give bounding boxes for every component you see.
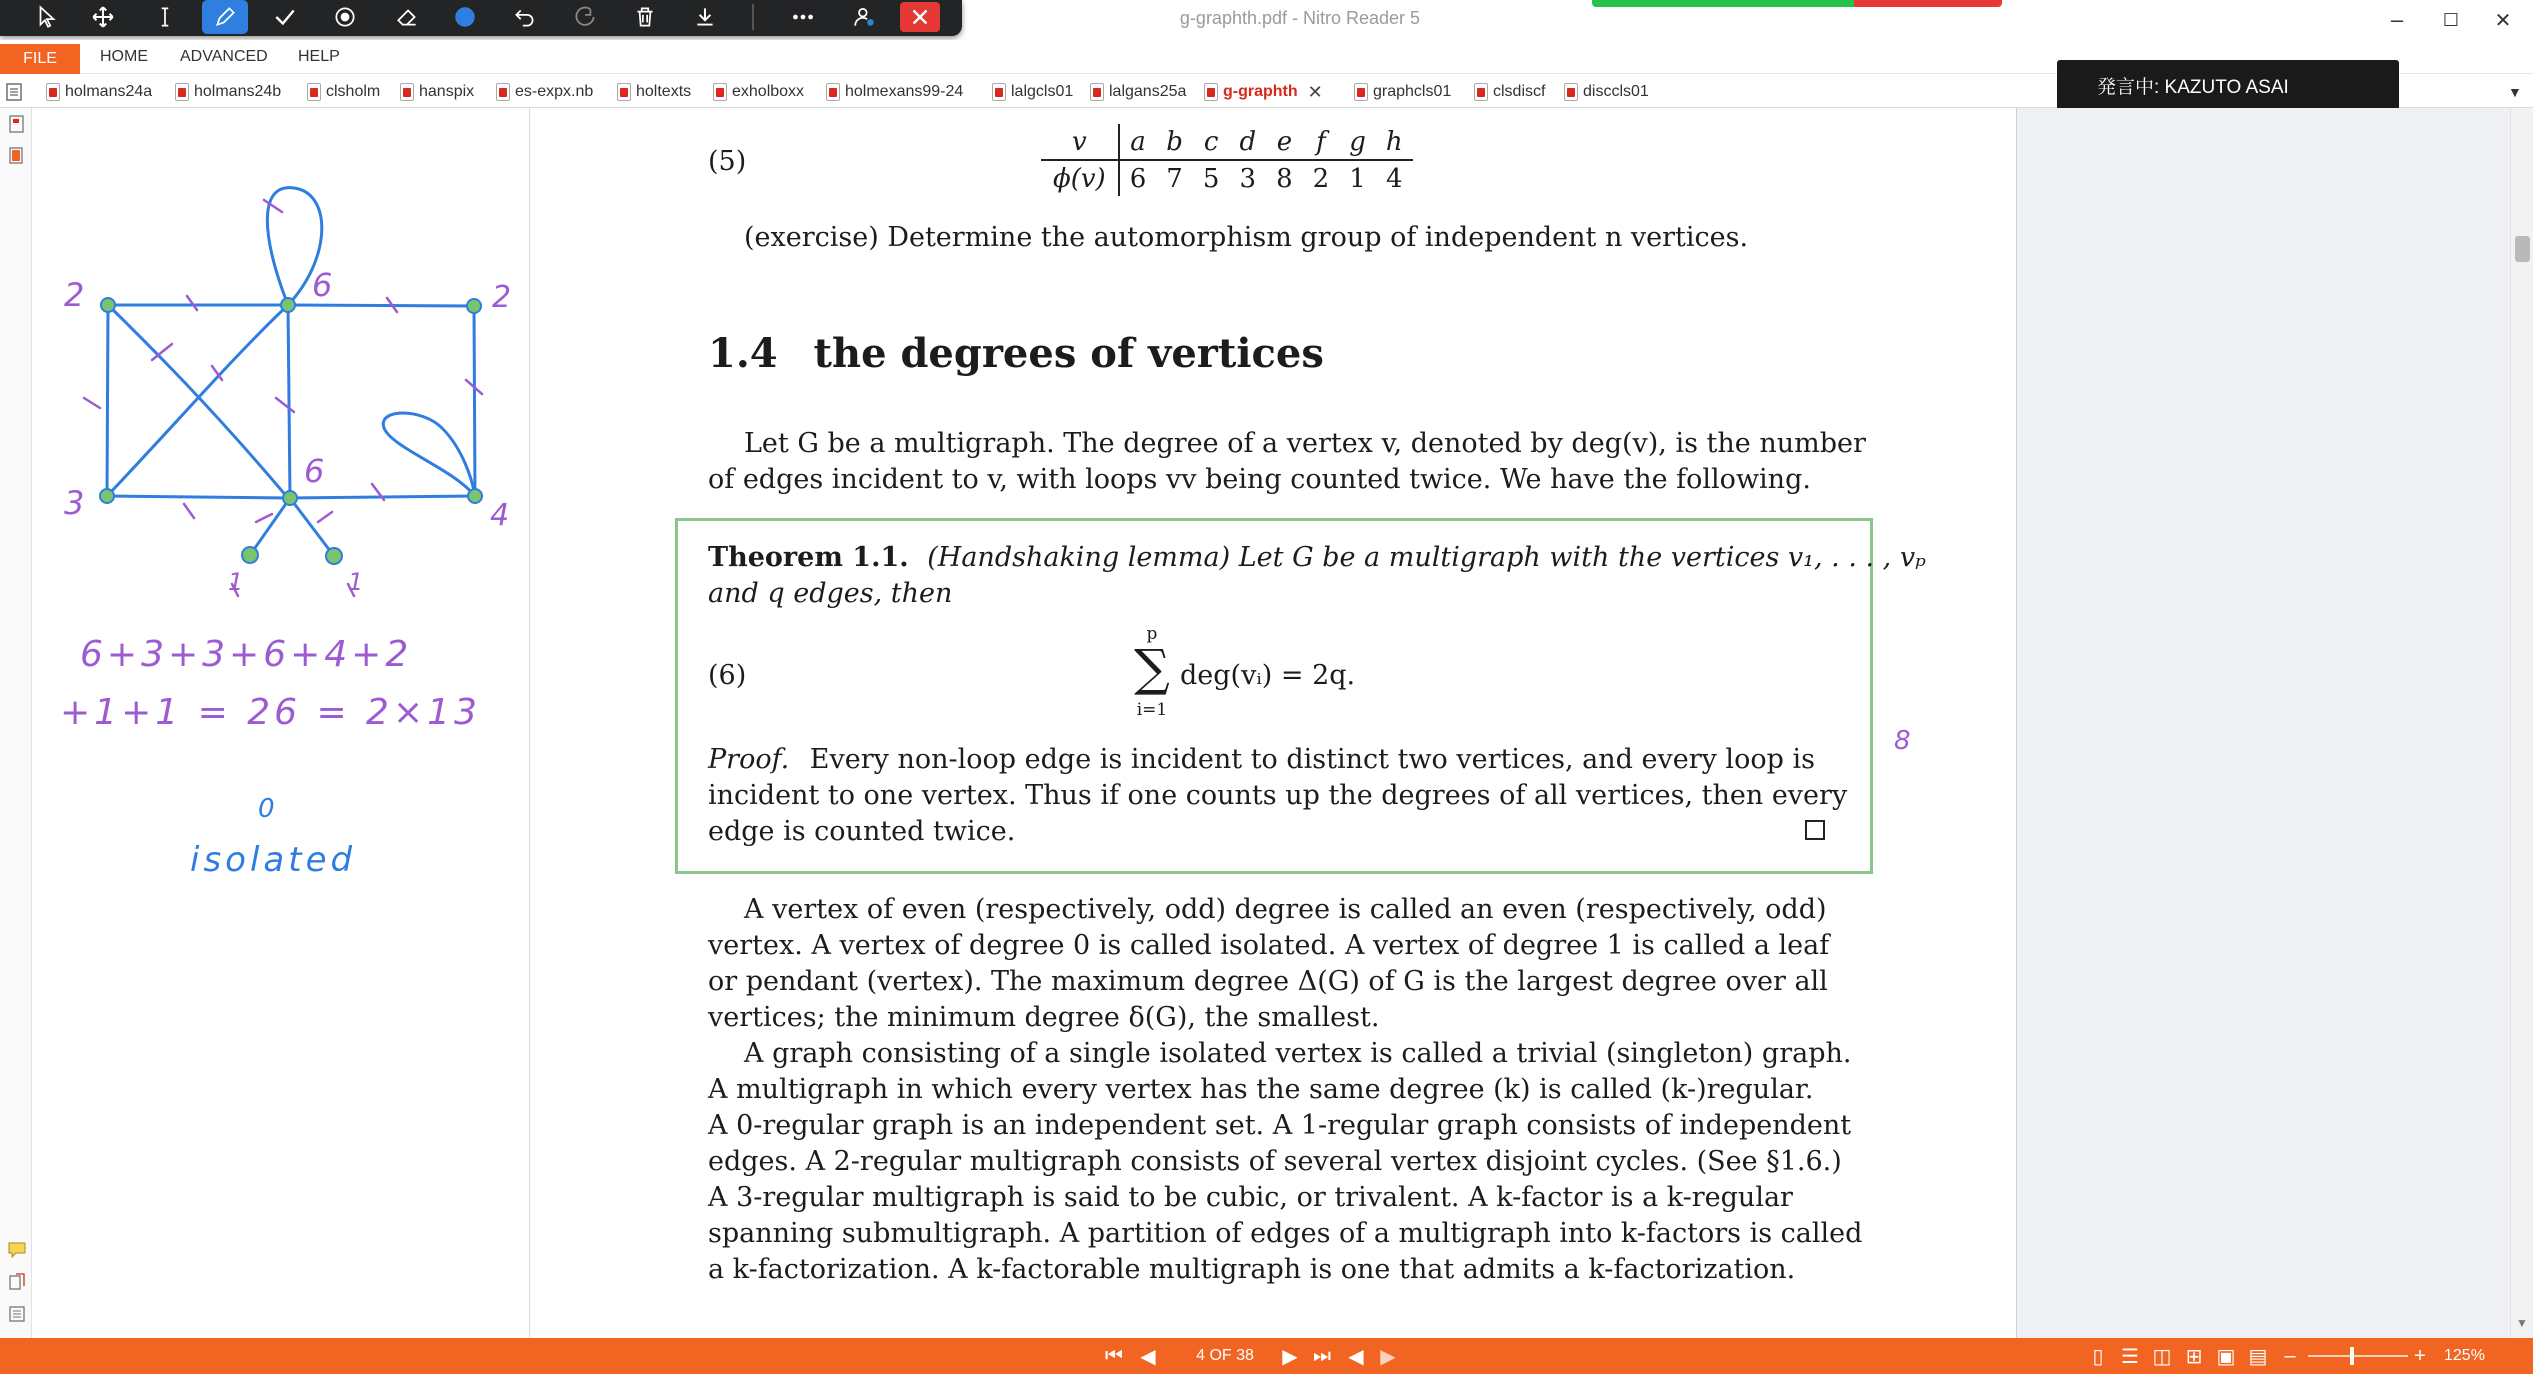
single-page-view-icon[interactable]: ▯ — [2092, 1345, 2104, 1368]
recording-indicator-green — [1592, 0, 1854, 7]
scrollbar-thumb[interactable] — [2515, 236, 2530, 262]
theorem-line — [708, 540, 1926, 576]
back-view-icon[interactable]: ◀ — [1348, 1345, 1364, 1368]
sum-sigma: ∑ — [1134, 639, 1170, 697]
handshaking-equation: deg(vᵢ) = 2q. — [1180, 660, 1356, 691]
tab-close-icon[interactable]: ✕ — [1307, 81, 1323, 102]
doc-tab[interactable] — [307, 79, 380, 105]
doc-tab[interactable] — [617, 79, 691, 105]
zoom-slider-thumb[interactable] — [2350, 1347, 2354, 1365]
doc-tab[interactable] — [1564, 79, 1649, 105]
tab-list-icon[interactable] — [4, 79, 24, 105]
doc-tab[interactable] — [826, 79, 963, 105]
vertex-degree-label: 4 — [490, 498, 514, 533]
recording-indicator-red — [1854, 0, 2002, 7]
table-cell: h — [1376, 124, 1413, 160]
table-cell: 6 — [1129, 163, 1147, 194]
ribbon-tab-advanced[interactable]: ADVANCED — [180, 48, 268, 65]
doc-tab-label: hanspix — [419, 83, 475, 100]
doc-tab-label: disccls01 — [1583, 83, 1649, 100]
margin-ink-mark: 8 — [1894, 726, 1911, 756]
page-indicator[interactable]: 4 OF 38 — [1196, 1347, 1254, 1364]
more-options-button[interactable] — [780, 0, 826, 34]
minimize-button[interactable]: – — [2390, 7, 2404, 32]
forward-view-icon[interactable]: ▶ — [1380, 1345, 1396, 1368]
left-tool-rail — [0, 108, 32, 1338]
pdf-file-icon — [1354, 83, 1368, 101]
pdf-file-icon — [826, 83, 840, 101]
comments-icon[interactable] — [7, 1240, 27, 1260]
bookmarks-icon[interactable] — [7, 114, 27, 134]
undo-button[interactable] — [502, 0, 548, 34]
proof-text: Every non-loop edge is incident to distinct two vertices, and every loop is — [809, 744, 1815, 775]
table-cell: 5 — [1202, 163, 1220, 194]
save-ink-button[interactable] — [682, 0, 728, 34]
status-bar — [0, 1338, 2533, 1374]
pointer-tool[interactable] — [24, 0, 70, 34]
exercise-text: (exercise) Determine the automorphism group of independent n vertices. — [744, 222, 1749, 253]
target-circle-icon — [332, 4, 358, 30]
next-page-icon[interactable]: ▶ — [1282, 1345, 1298, 1368]
table-cell: 7 — [1166, 163, 1183, 194]
doc-tab-label: g-graphth — [1223, 83, 1298, 100]
doc-tab-label: graphcls01 — [1373, 83, 1452, 100]
paragraph-line: edges. A 2-regular multigraph consists of several vertex disjoint cycles. (See §1.6.) — [708, 1146, 1842, 1177]
window-title: g-graphth.pdf - Nitro Reader 5 — [1179, 8, 1421, 28]
qed-square — [1805, 820, 1825, 840]
zoom-in-icon[interactable]: + — [2414, 1344, 2426, 1367]
check-tool[interactable] — [262, 0, 308, 34]
table-cell: g — [1339, 124, 1376, 160]
doc-tab-label: holmexans99-24 — [845, 83, 964, 100]
attachments-icon[interactable] — [7, 1272, 27, 1292]
table-cell: 2 — [1312, 163, 1330, 194]
text-tool[interactable] — [142, 0, 188, 34]
equation-label: (6) — [708, 660, 747, 691]
pdf-file-icon — [1564, 83, 1578, 101]
table-header-cell: ϕ(v) — [1041, 160, 1119, 196]
vertex-degree-label: 3 — [64, 484, 89, 522]
close-window-button[interactable]: ✕ — [2494, 9, 2512, 32]
move-cross-icon — [90, 4, 116, 30]
table-row — [1041, 124, 1413, 160]
paragraph-line: A 0-regular graph is an independent set. A 1-regular graph consists of independent — [708, 1110, 1852, 1141]
pdf-file-icon — [617, 83, 631, 101]
section-title: the degrees of vertices — [813, 330, 1324, 377]
doc-tab-label: holmans24b — [194, 83, 282, 100]
equation-label: (5) — [708, 146, 747, 177]
section-heading — [708, 330, 1324, 377]
table-cell: 1 — [1349, 163, 1366, 194]
vertex-degree-label: 2 — [64, 276, 89, 314]
fullscreen-view-icon[interactable]: ▣ — [2216, 1345, 2236, 1368]
sum-upper-limit: p — [1146, 624, 1158, 644]
user-settings-icon — [852, 4, 878, 30]
proof-line: incident to one vertex. Thus if one counts up the degrees of all vertices, then every — [708, 780, 1848, 811]
doc-tab[interactable] — [713, 79, 804, 105]
pdf-file-icon — [175, 83, 189, 101]
graph-sketch — [32, 108, 530, 868]
proof-label: Proof. — [708, 744, 790, 775]
vertical-scrollbar[interactable] — [2510, 108, 2533, 1338]
table-cell: f — [1303, 124, 1340, 160]
doc-tab-active[interactable] — [1204, 79, 1323, 105]
undo-icon — [512, 4, 538, 30]
doc-tab-label: clsdiscf — [1493, 83, 1546, 100]
doc-tab[interactable] — [1474, 79, 1545, 105]
doc-tab-label: exholboxx — [732, 83, 805, 100]
paragraph-line: of edges incident to v, with loops vv being counted twice. We have the following. — [708, 464, 1811, 495]
vertex-degree-label: 6 — [304, 452, 329, 490]
last-page-icon[interactable]: ⏭ — [1313, 1344, 1331, 1367]
handwritten-notes-panel — [32, 108, 530, 1338]
more-dots-icon — [790, 4, 816, 30]
sum-lower-limit: i=1 — [1136, 700, 1168, 720]
table-cell: d — [1229, 124, 1266, 160]
zoom-level[interactable]: 125% — [2444, 1347, 2485, 1364]
vertex-degree-label: 6 — [312, 266, 337, 304]
redo-icon — [572, 4, 598, 30]
paragraph-line: A 3-regular multigraph is said to be cubic, or trivalent. A k-factor is a k-regular — [708, 1182, 1793, 1213]
continuous-view-icon[interactable]: ☰ — [2121, 1345, 2139, 1368]
layers-icon[interactable] — [7, 1304, 27, 1324]
pen-tool[interactable] — [202, 0, 248, 34]
isolated-note: isolated — [190, 840, 357, 880]
first-page-icon[interactable]: ⏮ — [1105, 1344, 1123, 1367]
table-row — [1041, 160, 1413, 196]
degree-sum-line-1: 6+3+3+6+4+2 — [80, 634, 413, 675]
close-icon — [907, 4, 933, 30]
redo-button[interactable] — [562, 0, 608, 34]
delete-button[interactable] — [622, 0, 668, 34]
trash-icon — [632, 4, 658, 30]
pdf-file-icon — [713, 83, 727, 101]
doc-tab-label: es-expx.nb — [515, 83, 594, 100]
paragraph-line: Let G be a multigraph. The degree of a vertex v, denoted by deg(v), is the number — [744, 428, 1866, 459]
pdf-page — [530, 108, 2017, 1338]
pdf-file-icon — [1474, 83, 1488, 101]
doc-tab-label: holmans24a — [65, 83, 153, 100]
doc-tab[interactable] — [992, 79, 1073, 105]
leaf-degree-label: 1 — [348, 568, 368, 596]
leaf-degree-label: 1 — [228, 568, 248, 596]
doc-tab[interactable] — [175, 79, 281, 105]
ribbon-tab-home[interactable]: HOME — [100, 48, 148, 65]
proof-line — [708, 742, 1815, 778]
paragraph-line: A vertex of even (respectively, odd) degree is called an even (respectively, odd) — [744, 894, 1827, 925]
close-toolbar-button[interactable] — [900, 2, 940, 32]
highlighter-tool[interactable] — [322, 0, 368, 34]
pdf-file-icon — [496, 83, 510, 101]
pen-icon — [212, 4, 238, 30]
doc-tab[interactable] — [400, 79, 474, 105]
download-icon — [692, 4, 718, 30]
doc-tab[interactable] — [1354, 79, 1451, 105]
annotation-toolbar — [0, 0, 962, 36]
doc-tab-label: holtexts — [636, 83, 692, 100]
pdf-file-icon — [307, 83, 321, 101]
doc-tab[interactable] — [1090, 79, 1186, 105]
theorem-line: and q edges, then — [708, 578, 953, 609]
scroll-down-arrow-icon[interactable]: ▼ — [2516, 1316, 2528, 1330]
text-cursor-icon — [152, 4, 178, 30]
table-cell: 3 — [1239, 163, 1257, 194]
degree-sum-line-2: +1+1 = 26 = 2×13 — [60, 692, 481, 733]
facing-continuous-view-icon[interactable]: ⊞ — [2185, 1345, 2203, 1368]
pdf-file-icon — [1204, 83, 1218, 101]
move-tool[interactable] — [80, 0, 126, 34]
blue-color-dot-icon — [452, 4, 478, 30]
previous-page-icon[interactable]: ◀ — [1140, 1345, 1156, 1368]
checkmark-icon — [272, 4, 298, 30]
paragraph-line: or pendant (vertex). The maximum degree Δ(G) of G is the largest degree over all — [708, 966, 1828, 997]
doc-tab[interactable] — [496, 79, 593, 105]
page-list-icon — [4, 82, 24, 102]
isolated-vertex-sketch: 0 — [258, 794, 279, 824]
section-number: 1.4 — [708, 330, 778, 377]
doc-tab-label: clsholm — [326, 83, 381, 100]
ribbon-tab-file[interactable]: FILE — [0, 44, 80, 74]
proof-line: edge is counted twice. — [708, 816, 1016, 847]
speaker-badge: 発言中: KAZUTO ASAI — [2057, 60, 2399, 110]
doc-tab-label: lalgcls01 — [1011, 83, 1074, 100]
doc-tab[interactable] — [46, 79, 152, 105]
table-header-cell: v — [1041, 124, 1119, 160]
toolbar-separator — [752, 4, 754, 30]
document-viewport[interactable] — [530, 108, 2510, 1338]
pdf-file-icon — [1090, 83, 1104, 101]
color-picker[interactable] — [442, 0, 488, 34]
eraser-icon — [394, 4, 420, 30]
table-cell: b — [1156, 124, 1193, 160]
facing-view-icon[interactable]: ◫ — [2152, 1345, 2172, 1368]
participants-button[interactable] — [842, 0, 888, 34]
theorem-label: Theorem 1.1. — [708, 542, 909, 573]
zoom-slider-track[interactable] — [2308, 1355, 2408, 1357]
eraser-tool[interactable] — [384, 0, 430, 34]
ribbon-tab-help[interactable]: HELP — [298, 48, 340, 65]
table-cell: 8 — [1276, 163, 1293, 194]
pdf-file-icon — [992, 83, 1006, 101]
table-cell: e — [1266, 124, 1303, 160]
pdf-file-icon — [400, 83, 414, 101]
paragraph-line: vertices; the minimum degree δ(G), the smallest. — [708, 1002, 1380, 1033]
paragraph-line: A multigraph in which every vertex has the same degree (k) is called (k-)regular. — [708, 1074, 1814, 1105]
table-cell: a — [1119, 124, 1157, 160]
pages-panel-icon[interactable] — [7, 146, 27, 166]
paragraph-line: A graph consisting of a single isolated vertex is called a trivial (singleton) graph. — [744, 1038, 1852, 1069]
doc-tab-label: lalgans25a — [1109, 83, 1187, 100]
maximize-button[interactable]: ☐ — [2442, 9, 2460, 30]
theorem-statement: (Handshaking lemma) Let G be a multigraph with the vertices v₁, . . . , vₚ — [927, 542, 1926, 573]
paragraph-line: vertex. A vertex of degree 0 is called isolated. A vertex of degree 1 is called a leaf — [708, 930, 1830, 961]
cursor-arrow-icon — [34, 4, 60, 30]
automorphism-table — [1041, 124, 1413, 196]
pdf-file-icon — [46, 83, 60, 101]
paragraph-line: spanning submultigraph. A partition of edges of a multigraph into k-factors is called — [708, 1218, 1863, 1249]
vertex-degree-label: 2 — [492, 280, 516, 315]
table-cell: c — [1193, 124, 1230, 160]
table-cell: 4 — [1385, 163, 1403, 194]
presentation-view-icon[interactable]: ▤ — [2248, 1345, 2268, 1368]
zoom-out-icon[interactable]: – — [2284, 1344, 2296, 1367]
paragraph-line: a k-factorization. A k-factorable multigraph is one that admits a k-factorization. — [708, 1254, 1796, 1285]
tab-overflow-chevron-icon[interactable]: ▼ — [2508, 84, 2522, 100]
